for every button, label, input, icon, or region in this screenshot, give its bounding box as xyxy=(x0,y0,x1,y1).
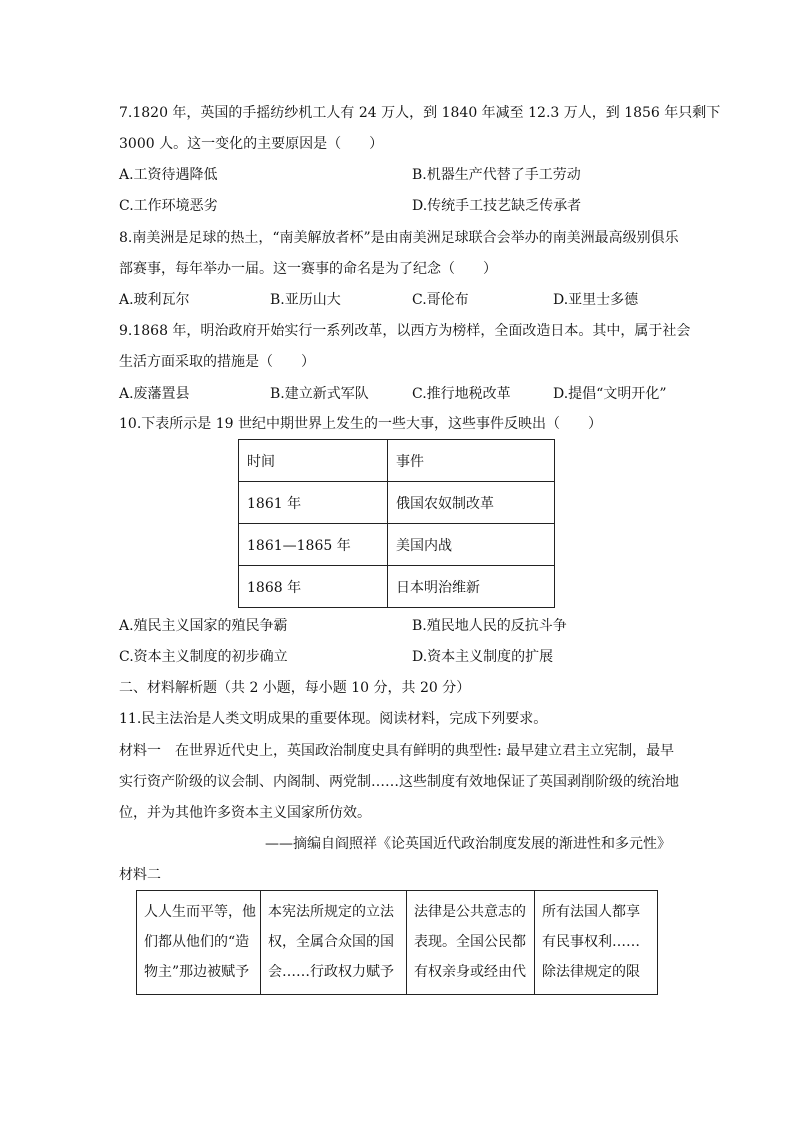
table-cell-time: 1868 年 xyxy=(239,566,388,608)
table-header-time: 时间 xyxy=(239,440,388,482)
material2-table xyxy=(136,890,658,995)
table-cell-event: 日本明治维新 xyxy=(388,566,555,608)
table-cell-time: 1861 年 xyxy=(239,482,388,524)
events-table xyxy=(238,439,555,608)
q9-option-c: C.推行地税改革 xyxy=(412,386,511,402)
section-heading: 二、材料解析题（共 2 小题，每小题 10 分，共 20 分） xyxy=(119,680,471,696)
material2-cell: 本宪法所规定的立法权，全属合众国的国会……行政权力赋予 xyxy=(261,891,407,995)
table-row xyxy=(239,482,555,524)
q8-option-b: B.亚历山大 xyxy=(270,292,341,308)
q7-option-d: D.传统手工技艺缺乏传承者 xyxy=(412,198,582,214)
material1-line3: 位，并为其他许多资本主义国家所仿效。 xyxy=(119,805,371,821)
q10-option-c: C.资本主义制度的初步确立 xyxy=(119,649,288,665)
q10-option-a: A.殖民主义国家的殖民争霸 xyxy=(119,618,288,634)
table-cell-time: 1861—1865 年 xyxy=(239,524,388,566)
table-cell-event: 俄国农奴制改革 xyxy=(388,482,555,524)
material2-cell: 人人生而平等，他们都从他们的“造物主”那边被赋予 xyxy=(137,891,261,995)
q8-option-a: A.玻利瓦尔 xyxy=(119,292,190,308)
material1-line2: 实行资产阶级的议会制、内阁制、两党制……这些制度有效地保证了英国剥削阶级的统治地 xyxy=(119,774,679,790)
q9-stem-line1: 9.1868 年，明治政府开始实行一系列改革，以西方为榜样，全面改造日本。其中，属于社会 xyxy=(119,323,691,339)
q8-stem-line1: 8.南美洲是足球的热土，“南美解放者杯”是由南美洲足球联合会举办的南美洲最高级别俱乐 xyxy=(119,230,679,246)
material2-label: 材料二 xyxy=(119,867,161,883)
q8-option-c: C.哥伦布 xyxy=(412,292,469,308)
q11-stem: 11.民主法治是人类文明成果的重要体现。阅读材料，完成下列要求。 xyxy=(119,711,548,727)
q9-option-a: A.废藩置县 xyxy=(119,386,190,402)
q7-option-a: A.工资待遇降低 xyxy=(119,167,218,183)
table-header-row xyxy=(239,440,555,482)
q7-stem-line1: 7.1820 年，英国的手摇纺纱机工人有 24 万人，到 1840 年减至 12.3 万人，到 1856 年只剩下 xyxy=(119,105,721,121)
material2-cell: 法律是公共意志的表现。全国公民都有权亲身或经由代 xyxy=(407,891,535,995)
q7-option-c: C.工作环境恶劣 xyxy=(119,198,218,214)
material2-cell: 所有法国人都享有民事权利……除法律规定的限 xyxy=(535,891,658,995)
q9-option-d: D.提倡“文明开化” xyxy=(553,386,667,402)
table-row xyxy=(239,524,555,566)
q10-option-d: D.资本主义制度的扩展 xyxy=(412,649,554,665)
q8-stem-line2: 部赛事，每年举办一届。这一赛事的命名是为了纪念（ ） xyxy=(119,261,497,277)
q9-option-b: B.建立新式军队 xyxy=(270,386,369,402)
table-header-event: 事件 xyxy=(388,440,555,482)
material1-line1: 材料一 在世界近代史上，英国政治制度史具有鲜明的典型性: 最早建立君主立宪制，最早 xyxy=(119,743,675,759)
q9-stem-line2: 生活方面采取的措施是（ ） xyxy=(119,354,315,370)
table-row xyxy=(137,891,658,995)
table-cell-event: 美国内战 xyxy=(388,524,555,566)
table-row xyxy=(239,566,555,608)
q7-stem-line2: 3000 人。这一变化的主要原因是（ ） xyxy=(119,136,384,152)
q8-option-d: D.亚里士多德 xyxy=(553,292,639,308)
q10-option-b: B.殖民地人民的反抗斗争 xyxy=(412,618,567,634)
material1-source: ——摘编自阎照祥《论英国近代政治制度发展的渐进性和多元性》 xyxy=(265,836,671,852)
q7-option-b: B.机器生产代替了手工劳动 xyxy=(412,167,581,183)
q10-stem: 10.下表所示是 19 世纪中期世界上发生的一些大事，这些事件反映出（ ） xyxy=(119,416,602,432)
